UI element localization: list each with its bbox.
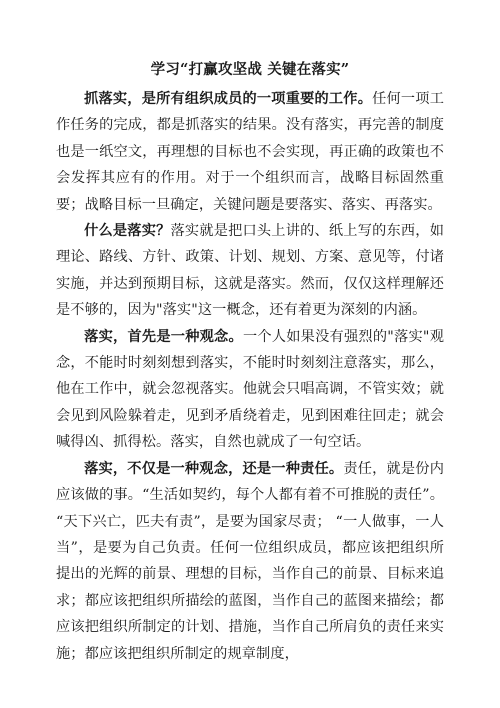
paragraph-3 [56,324,444,456]
paragraph-4 [56,456,444,667]
paragraph-1-body: 任何一项工作任务的完成，都是抓落实的结果。没有落实，再完善的制度也是一纸空文，再理想的目标也不会实现，再正确的政策也不会发挥其应有的作用。对于一个组织而言，战略目标固然重要；战略目标一旦确定，关键问题是要落实、落实、再落实。 [56,91,444,213]
paragraph-2-body: 落实就是把口头上讲的、纸上写的东西，如理论、路线、方针、政策、计划、规划、方案、意见等，付诸实施，并达到预期目标，这就是落实。然而，仅仅这样理解还是不够的，因为"落实"这一概念，还有着更为深刻的内涵。 [56,223,444,319]
paragraph-4-body: 责任，就是份内应该做的事。“生活如契约，每个人都有着不可推脱的责任”。 “天下兴亡，匹夫有责”，是要为国家尽责； “一人做事，一人当”，是要为自己负责。任何一位组织成员，都应该把组织所提出的光辉的前景、理想的目标，当作自己的前景、目标来追求；都应该把组织所描绘的蓝图，当作自己的蓝图来描绘；都应该把组织所制定的计划、措施，当作自己所肩负的责任来实施；都应该把组织所制定的规章制度， [56,460,444,662]
paragraph-1 [56,86,444,218]
paragraph-4-lead: 落实，不仅是一种观念，还是一种责任。 [84,460,344,477]
document-page [56,60,444,667]
paragraph-1-lead: 抓落实，是所有组织成员的一项重要的工作。 [84,91,373,107]
paragraph-3-lead: 落实，首先是一种观念。 [84,328,243,345]
paragraph-2-lead: 什么是落实？ [84,223,171,240]
paragraph-2 [56,218,444,324]
document-title: 学习“打赢攻坚战 关键在落实” [150,61,350,78]
paragraph-3-body: 一个人如果没有强烈的"落实"观念，不能时时刻刻想到落实，不能时时刻刻注意落实，那么，他在工作中，就会忽视落实。他就会只唱高调，不管实效；就会见到风险躲着走，见到矛盾绕着走，见到困难往回走；就会喊得凶、抓得松。落实，自然也就成了一句空话。 [56,328,444,451]
